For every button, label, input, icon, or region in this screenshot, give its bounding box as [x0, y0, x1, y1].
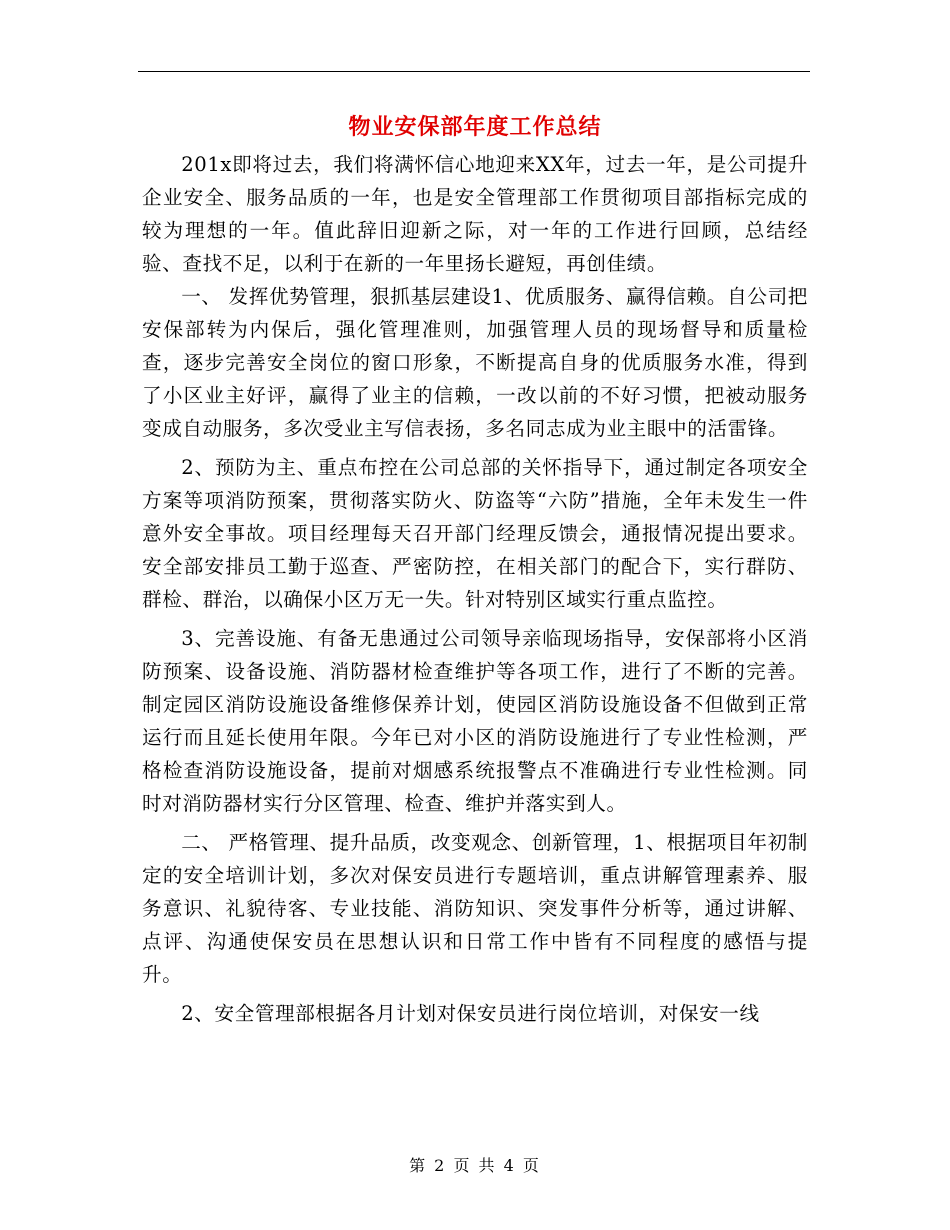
paragraph-section-1: 一、 发挥优势管理，狠抓基层建设1、优质服务、赢得信赖。自公司把安保部转为内保后，强化管理准则，加强管理人员的现场督导和质量检查，逐步完善安全岗位的窗口形象，不断提高自身的优质服务水准，得到了小区业主好评，赢得了业主的信赖，一改以前的不好习惯，把被动服务变成自动服务，多次受业主写信表扬，多名同志成为业主眼中的活雷锋。	[142, 285, 808, 440]
paragraph-section-1-item-3: 3、完善设施、有备无患通过公司领导亲临现场指导，安保部将小区消防预案、设备设施、消防器材检查维护等各项工作，进行了不断的完善。制定园区消防设施设备维修保养计划，使园区消防设施设备不但做到正常运行而且延长使用年限。今年已对小区的消防设施进行了专业性检测，严格检查消防设施设备，提前对烟感系统报警点不准确进行专业性检测。同时对消防器材实行分区管理、检查、维护并落实到人。	[142, 627, 808, 815]
document-body	[142, 148, 808, 1030]
paragraph-intro: 201x即将过去，我们将满怀信心地迎来XX年，过去一年，是公司提升企业安全、服务品质的一年，也是安全管理部工作贯彻项目部指标完成的较为理想的一年。值此辞旧迎新之际，对一年的工作进行回顾，总结经验、查找不足，以利于在新的一年里扬长避短，再创佳绩。	[142, 153, 808, 275]
header-rule	[138, 71, 810, 72]
paragraph-section-2: 二、 严格管理、提升品质，改变观念、创新管理，1、根据项目年初制定的安全培训计划，多次对保安员进行专题培训，重点讲解管理素养、服务意识、礼貌待客、专业技能、消防知识、突发事件分析等，通过讲解、点评、沟通使保安员在思想认识和日常工作中皆有不同程度的感悟与提升。	[142, 831, 808, 986]
page-number-footer: 第 2 页 共 4 页	[409, 1156, 541, 1175]
document-title: 物业安保部年度工作总结	[348, 115, 602, 140]
paragraph-section-2-item-2: 2、安全管理部根据各月计划对保安员进行岗位培训，对保安一线	[181, 1002, 760, 1025]
paragraph-section-1-item-2: 2、预防为主、重点布控在公司总部的关怀指导下，通过制定各项安全方案等项消防预案，贯彻落实防火、防盗等“六防”措施，全年未发生一件意外安全事故。项目经理每天召开部门经理反馈会，通报情况提出要求。安全部安排员工勤于巡查、严密防控，在相关部门的配合下，实行群防、群检、群治，以确保小区万无一失。针对特别区域实行重点监控。	[142, 456, 808, 611]
